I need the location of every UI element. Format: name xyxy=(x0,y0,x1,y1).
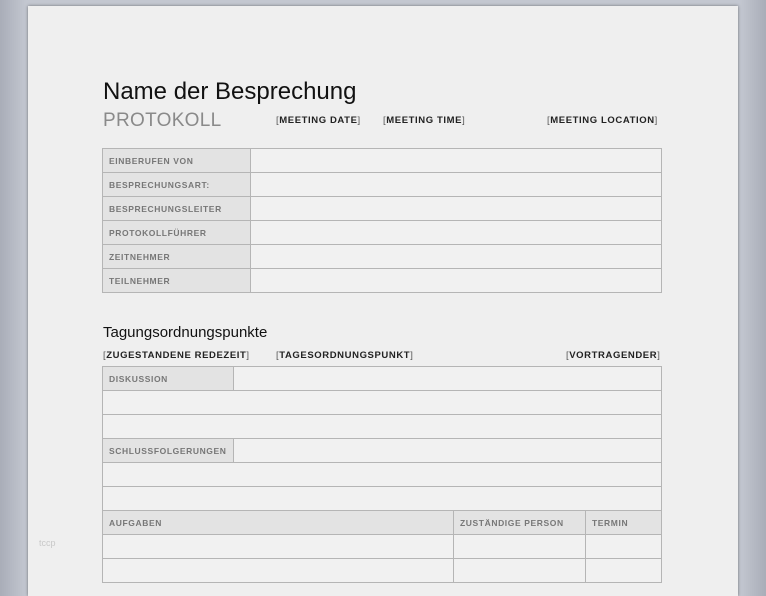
table-row xyxy=(103,245,662,269)
discussion-notes-row[interactable] xyxy=(103,415,662,439)
table-row xyxy=(103,559,662,583)
task-cell[interactable] xyxy=(103,535,454,559)
deadline-header: TERMIN xyxy=(586,511,662,535)
meeting-date-label: MEETING DATE xyxy=(279,115,358,126)
responsible-person-header: ZUSTÄNDIGE PERSON xyxy=(454,511,586,535)
table-row xyxy=(103,511,662,535)
presenter-label: VORTRAGENDER xyxy=(569,350,658,361)
table-row xyxy=(103,173,662,197)
table-row xyxy=(103,535,662,559)
conclusions-label: SCHLUSSFOLGERUNGEN xyxy=(103,439,234,463)
table-row xyxy=(103,221,662,245)
meeting-time-label: MEETING TIME xyxy=(386,115,463,126)
agenda-table xyxy=(102,366,662,511)
table-row xyxy=(103,149,662,173)
table-row xyxy=(103,197,662,221)
agenda-heading: Tagungsordnungspunkte xyxy=(103,324,268,341)
table-row xyxy=(103,463,662,487)
person-cell[interactable] xyxy=(454,535,586,559)
info-label-facilitator: BESPRECHUNGSLEITER xyxy=(103,197,251,221)
info-value-timekeeper[interactable] xyxy=(251,245,662,269)
table-row xyxy=(103,415,662,439)
protocol-subtitle: PROTOKOLL xyxy=(103,110,222,131)
conclusions-cell[interactable] xyxy=(233,439,661,463)
info-value-attendees[interactable] xyxy=(251,269,662,293)
meeting-name-title[interactable]: Name der Besprechung xyxy=(103,78,357,105)
info-value-facilitator[interactable] xyxy=(251,197,662,221)
meeting-location-field[interactable]: [MEETING LOCATION] xyxy=(547,115,658,126)
conclusions-notes-row[interactable] xyxy=(103,487,662,511)
meeting-location-label: MEETING LOCATION xyxy=(550,115,655,126)
discussion-cell[interactable] xyxy=(233,367,661,391)
info-value-meeting-type[interactable] xyxy=(251,173,662,197)
table-row xyxy=(103,269,662,293)
info-value-note-taker[interactable] xyxy=(251,221,662,245)
document-page xyxy=(28,6,738,596)
allotted-time-field[interactable]: [ZUGESTANDENE REDEZEIT] xyxy=(103,350,250,361)
meeting-time-field[interactable]: [MEETING TIME] xyxy=(383,115,466,126)
info-label-attendees: TEILNEHMER xyxy=(103,269,251,293)
info-label-called-by: EINBERUFEN VON xyxy=(103,149,251,173)
conclusions-notes-row[interactable] xyxy=(103,463,662,487)
agenda-item-field[interactable]: [TAGESORDNUNGSPUNKT] xyxy=(276,350,414,361)
task-cell[interactable] xyxy=(103,559,454,583)
discussion-notes-row[interactable] xyxy=(103,391,662,415)
info-value-called-by[interactable] xyxy=(251,149,662,173)
tasks-table xyxy=(102,510,662,583)
info-label-note-taker: PROTOKOLLFÜHRER xyxy=(103,221,251,245)
watermark: tccp xyxy=(39,538,56,548)
info-label-timekeeper: ZEITNEHMER xyxy=(103,245,251,269)
person-cell[interactable] xyxy=(454,559,586,583)
meeting-date-field[interactable]: [MEETING DATE] xyxy=(276,115,361,126)
meeting-info-table xyxy=(102,148,662,293)
allotted-time-label: ZUGESTANDENE REDEZEIT xyxy=(106,350,247,361)
agenda-item-label: TAGESORDNUNGSPUNKT xyxy=(279,350,411,361)
tasks-header: AUFGABEN xyxy=(103,511,454,535)
deadline-cell[interactable] xyxy=(586,535,662,559)
presenter-field[interactable]: [VORTRAGENDER] xyxy=(566,350,661,361)
info-label-meeting-type: BESPRECHUNGSART: xyxy=(103,173,251,197)
table-row xyxy=(103,391,662,415)
table-row xyxy=(103,439,662,463)
table-row xyxy=(103,367,662,391)
discussion-label: DISKUSSION xyxy=(103,367,234,391)
deadline-cell[interactable] xyxy=(586,559,662,583)
table-row xyxy=(103,487,662,511)
